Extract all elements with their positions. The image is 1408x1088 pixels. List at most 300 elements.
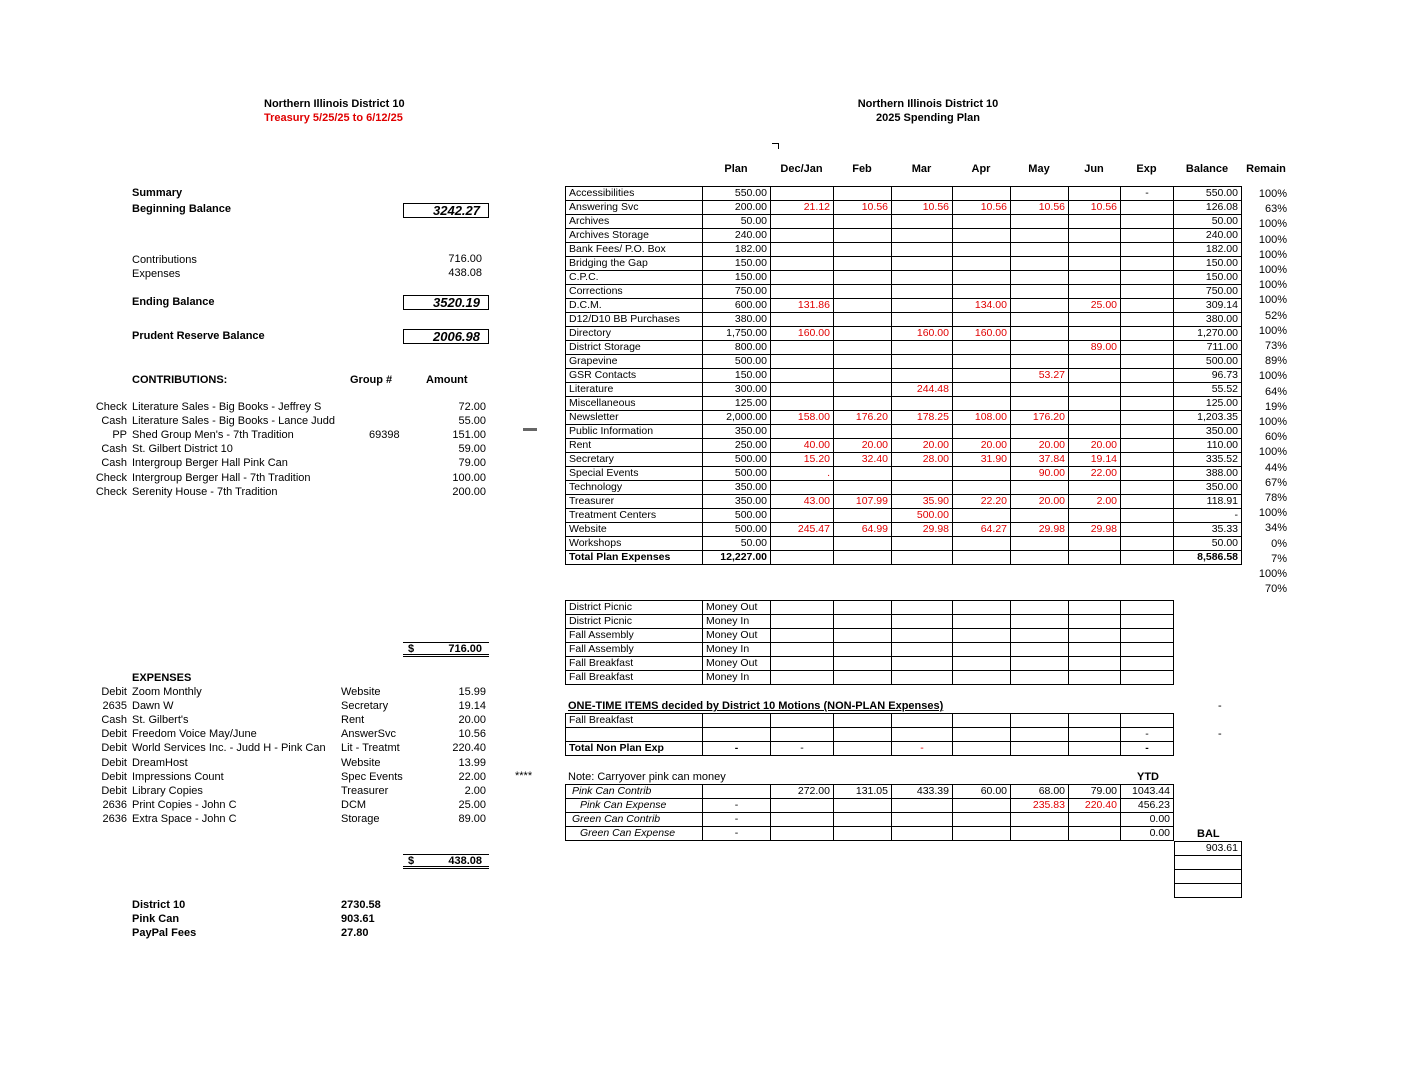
- plan-line-item: Rent: [566, 439, 703, 453]
- plan-month-value: 31.90: [953, 453, 1011, 467]
- contribution-amount: 59.00: [458, 443, 486, 456]
- plan-exp: [1121, 285, 1174, 299]
- plan-balance: 1,270.00: [1174, 327, 1242, 341]
- plan-balance: 350.00: [1174, 481, 1242, 495]
- plan-amount: 350.00: [703, 495, 771, 509]
- plan-month-value: [771, 355, 834, 369]
- plan-month-value: 29.98: [1011, 523, 1069, 537]
- can-line-name: Green Can Contrib: [566, 813, 703, 827]
- event-name: District Picnic: [566, 601, 703, 615]
- expense-amount: 13.99: [458, 756, 486, 769]
- expense-desc: Extra Space - John C: [132, 812, 237, 825]
- plan-balance: 1,203.35: [1174, 411, 1242, 425]
- expense-category: Secretary: [341, 700, 389, 713]
- can-month-value: 60.00: [953, 785, 1011, 799]
- plan-month-value: [1069, 509, 1121, 523]
- corner-mark: [772, 143, 779, 149]
- event-row: [566, 643, 1174, 657]
- plan-month-value: 20.00: [953, 439, 1011, 453]
- plan-balance: 380.00: [1174, 313, 1242, 327]
- plan-month-value: 32.40: [834, 453, 892, 467]
- plan-amount: 150.00: [703, 369, 771, 383]
- plan-line-item: Bridging the Gap: [566, 257, 703, 271]
- plan-line-item: Directory: [566, 327, 703, 341]
- plan-month-value: [1011, 257, 1069, 271]
- plan-month-value: 10.56: [1069, 201, 1121, 215]
- plan-month-value: [834, 299, 892, 313]
- plan-month-value: 178.25: [892, 411, 953, 425]
- plan-month-value: 245.47: [771, 523, 834, 537]
- event-blank: [1121, 671, 1174, 685]
- plan-header: Balance: [1185, 163, 1229, 175]
- plan-month-value: [834, 243, 892, 257]
- plan-remain-pct: 60%: [1264, 431, 1287, 444]
- contribution-desc: Literature Sales - Big Books - Jeffrey S: [132, 401, 322, 413]
- plan-row: [566, 523, 1242, 537]
- event-blank: [771, 601, 834, 615]
- nonplan-mar: -: [892, 742, 953, 756]
- plan-balance: -: [1174, 509, 1242, 523]
- plan-exp: [1121, 509, 1174, 523]
- plan-month-value: [892, 243, 953, 257]
- contribution-amount: 55.00: [458, 415, 486, 428]
- plan-total-row: [566, 551, 1242, 565]
- ending-balance-label: Ending Balance: [132, 296, 215, 308]
- plan-month-value: [892, 257, 953, 271]
- plan-total-blank: [1069, 551, 1121, 565]
- expense-category: Website: [341, 756, 381, 769]
- plan-month-value: 10.56: [1011, 201, 1069, 215]
- event-blank: [1069, 657, 1121, 671]
- event-blank: [953, 629, 1011, 643]
- plan-line-item: Miscellaneous: [566, 397, 703, 411]
- can-month-value: [953, 827, 1011, 841]
- plan-month-value: [953, 537, 1011, 551]
- plan-month-value: [834, 537, 892, 551]
- plan-balance: 50.00: [1174, 215, 1242, 229]
- expense-desc: Impressions Count: [132, 770, 224, 783]
- prudent-reserve-label: Prudent Reserve Balance: [132, 330, 265, 342]
- plan-line-item: Newsletter: [566, 411, 703, 425]
- plan-month-value: 43.00: [771, 495, 834, 509]
- plan-month-value: [1011, 537, 1069, 551]
- plan-month-value: [771, 215, 834, 229]
- plan-balance: 500.00: [1174, 355, 1242, 369]
- event-blank: [892, 643, 953, 657]
- event-direction: Money Out: [703, 629, 771, 643]
- event-blank: [834, 671, 892, 685]
- plan-month-value: .: [771, 467, 834, 481]
- plan-month-value: 29.98: [1069, 523, 1121, 537]
- can-line-name: Pink Can Contrib: [566, 785, 703, 799]
- plan-month-value: 244.48: [892, 383, 953, 397]
- event-blank: [1069, 671, 1121, 685]
- can-ytd: 0.00: [1121, 827, 1174, 841]
- can-month-value: [834, 813, 892, 827]
- plan-amount: 150.00: [703, 257, 771, 271]
- plan-month-value: 28.00: [892, 453, 953, 467]
- plan-row: [566, 215, 1242, 229]
- plan-amount: 500.00: [703, 453, 771, 467]
- expense-category: Spec Events: [341, 770, 403, 783]
- event-direction: Money In: [703, 671, 771, 685]
- plan-month-value: [1011, 187, 1069, 201]
- event-blank: [834, 629, 892, 643]
- can-month-value: [1011, 813, 1069, 827]
- can-month-value: [771, 799, 834, 813]
- nonplan-decjan: -: [771, 742, 834, 756]
- can-plan: -: [703, 827, 771, 841]
- plan-month-value: [892, 215, 953, 229]
- plan-amount: 182.00: [703, 243, 771, 257]
- plan-row: [566, 229, 1242, 243]
- plan-month-value: 10.56: [953, 201, 1011, 215]
- plan-line-item: Archives Storage: [566, 229, 703, 243]
- contributions-total-value: 716.00: [448, 643, 482, 655]
- plan-amount: 350.00: [703, 481, 771, 495]
- event-blank: [771, 615, 834, 629]
- expense-asterisks: ****: [515, 770, 533, 782]
- plan-remain-pct: 73%: [1264, 340, 1287, 352]
- plan-month-value: [834, 425, 892, 439]
- event-blank: [771, 657, 834, 671]
- expense-amount: 22.00: [458, 770, 486, 783]
- plan-month-value: [834, 257, 892, 271]
- expense-amount: 25.00: [458, 798, 486, 811]
- plan-month-value: 29.98: [892, 523, 953, 537]
- plan-remain-pct: 100%: [1258, 233, 1287, 246]
- plan-month-value: [1011, 341, 1069, 355]
- plan-exp: [1121, 439, 1174, 453]
- plan-month-value: [1069, 411, 1121, 425]
- expense-desc: St. Gilbert's: [132, 714, 189, 727]
- plan-exp: [1121, 243, 1174, 257]
- event-blank: [1121, 601, 1174, 615]
- plan-line-item: Special Events: [566, 467, 703, 481]
- plan-row: [566, 439, 1242, 453]
- plan-exp: [1121, 313, 1174, 327]
- plan-month-value: [892, 481, 953, 495]
- onetime-name: [566, 728, 703, 742]
- plan-month-value: [834, 271, 892, 285]
- event-blank: [834, 615, 892, 629]
- plan-balance: 110.00: [1174, 439, 1242, 453]
- plan-row: [566, 243, 1242, 257]
- plan-exp: [1121, 369, 1174, 383]
- plan-balance: 550.00: [1174, 187, 1242, 201]
- plan-month-value: [953, 383, 1011, 397]
- plan-month-value: [953, 215, 1011, 229]
- plan-month-value: [953, 341, 1011, 355]
- plan-month-value: 134.00: [953, 299, 1011, 313]
- plan-exp: [1121, 411, 1174, 425]
- event-row: [566, 615, 1174, 629]
- plan-remain-pct: 7%: [1271, 552, 1287, 565]
- plan-header: Apr: [971, 163, 991, 175]
- plan-month-value: [834, 285, 892, 299]
- plan-line-item: Public Information: [566, 425, 703, 439]
- expense-category: DCM: [341, 798, 367, 811]
- plan-month-value: 20.00: [1011, 439, 1069, 453]
- contribution-desc: Intergroup Berger Hall - 7th Tradition: [132, 471, 311, 484]
- plan-balance: 150.00: [1174, 271, 1242, 285]
- expense-desc: Print Copies - John C: [132, 798, 237, 811]
- plan-month-value: [953, 467, 1011, 481]
- plan-exp: [1121, 327, 1174, 341]
- plan-header: Dec/Jan: [780, 163, 823, 175]
- beginning-balance-value: 3242.27: [403, 203, 489, 218]
- can-money-row: [566, 827, 1174, 841]
- plan-month-value: 160.00: [953, 327, 1011, 341]
- expense-amount: 220.40: [452, 742, 486, 755]
- plan-row: [566, 355, 1242, 369]
- can-month-value: [834, 799, 892, 813]
- expense-desc: World Services Inc. - Judd H - Pink Can: [132, 742, 326, 755]
- onetime-side-dash: -: [1218, 728, 1222, 740]
- plan-month-value: [892, 299, 953, 313]
- plan-total-blank: [1011, 551, 1069, 565]
- expense-category: Treasurer: [341, 784, 389, 797]
- event-direction: Money In: [703, 615, 771, 629]
- plan-line-item: Secretary: [566, 453, 703, 467]
- plan-remain-pct: 100%: [1258, 568, 1287, 580]
- can-line-name: Pink Can Expense: [566, 799, 703, 813]
- plan-row: [566, 299, 1242, 313]
- plan-remain-pct: 0%: [1271, 537, 1287, 550]
- plan-month-value: [953, 187, 1011, 201]
- plan-amount: 550.00: [703, 187, 771, 201]
- plan-month-value: [892, 187, 953, 201]
- event-blank: [1011, 615, 1069, 629]
- plan-month-value: [771, 257, 834, 271]
- event-name: Fall Breakfast: [566, 671, 703, 685]
- can-month-value: [953, 813, 1011, 827]
- onetime-title: ONE-TIME ITEMS decided by District 10 Motions (NON-PLAN Expenses): [568, 700, 944, 712]
- plan-balance: 750.00: [1174, 285, 1242, 299]
- can-month-value: [953, 799, 1011, 813]
- plan-remain-pct: 67%: [1264, 476, 1287, 489]
- plan-month-value: 20.00: [834, 439, 892, 453]
- event-name: Fall Assembly: [566, 629, 703, 643]
- can-money-row: [566, 813, 1174, 827]
- plan-month-value: [771, 481, 834, 495]
- expenses-header: EXPENSES: [132, 672, 192, 684]
- expense-amount: 89.00: [458, 812, 486, 825]
- nonplan-total-row: [566, 742, 1174, 756]
- plan-month-value: [1011, 327, 1069, 341]
- onetime-table: [565, 713, 1174, 756]
- onetime-name: Fall Breakfast: [566, 714, 703, 728]
- can-month-value: 235.83: [1011, 799, 1069, 813]
- can-month-value: [771, 813, 834, 827]
- plan-month-value: [892, 355, 953, 369]
- expenses-total-currency: $: [408, 855, 415, 867]
- treasury-period: Treasury 5/25/25 to 6/12/25: [264, 112, 403, 124]
- plan-month-value: [771, 229, 834, 243]
- plan-month-value: [892, 285, 953, 299]
- plan-month-value: [771, 509, 834, 523]
- expense-type: Cash: [101, 714, 127, 727]
- event-row: [566, 671, 1174, 685]
- event-direction: Money Out: [703, 657, 771, 671]
- bal-value: 903.61: [1175, 842, 1242, 856]
- plan-month-value: 108.00: [953, 411, 1011, 425]
- expense-desc: Dawn W: [132, 700, 174, 713]
- plan-row: [566, 537, 1242, 551]
- plan-month-value: [771, 341, 834, 355]
- plan-exp: [1121, 215, 1174, 229]
- plan-month-value: [892, 467, 953, 481]
- plan-header: Mar: [911, 163, 932, 175]
- plan-month-value: [1011, 229, 1069, 243]
- plan-month-value: 35.90: [892, 495, 953, 509]
- plan-month-value: [834, 229, 892, 243]
- event-blank: [1121, 643, 1174, 657]
- contribution-desc: Intergroup Berger Hall Pink Can: [132, 457, 288, 470]
- plan-remain-pct: 89%: [1264, 355, 1287, 368]
- plan-month-value: [1069, 187, 1121, 201]
- plan-month-value: 176.20: [834, 411, 892, 425]
- expense-desc: Freedom Voice May/June: [132, 728, 257, 741]
- event-name: Fall Breakfast: [566, 657, 703, 671]
- summary-label: Summary: [132, 187, 183, 199]
- plan-line-item: Technology: [566, 481, 703, 495]
- footer-label: District 10: [132, 899, 186, 911]
- event-row: [566, 629, 1174, 643]
- plan-month-value: [771, 285, 834, 299]
- beginning-balance-label: Beginning Balance: [132, 203, 232, 215]
- contribution-type: Check: [95, 401, 127, 413]
- expense-type: 2636: [102, 812, 127, 825]
- expense-type: Debit: [101, 784, 127, 797]
- expense-amount: 2.00: [464, 784, 486, 797]
- plan-line-item: Grapevine: [566, 355, 703, 369]
- ytd-label: YTD: [1137, 771, 1159, 783]
- plan-month-value: [771, 187, 834, 201]
- contributions-summary-value: 716.00: [448, 253, 482, 265]
- plan-row: [566, 481, 1242, 495]
- plan-month-value: [1069, 313, 1121, 327]
- plan-line-item: Accessibilities: [566, 187, 703, 201]
- can-month-value: [1069, 813, 1121, 827]
- plan-remain-pct: 100%: [1258, 507, 1287, 520]
- can-ytd: 0.00: [1121, 813, 1174, 827]
- footer-value: 27.80: [341, 927, 369, 939]
- event-blank: [834, 657, 892, 671]
- plan-month-value: [892, 271, 953, 285]
- event-blank: [953, 671, 1011, 685]
- plan-amount: 50.00: [703, 215, 771, 229]
- plan-row: [566, 327, 1242, 341]
- plan-total-blank: [953, 551, 1011, 565]
- plan-month-value: [834, 327, 892, 341]
- plan-month-value: [892, 369, 953, 383]
- plan-month-value: [771, 271, 834, 285]
- plan-month-value: [953, 257, 1011, 271]
- plan-month-value: [953, 397, 1011, 411]
- can-month-value: 220.40: [1069, 799, 1121, 813]
- plan-month-value: [1069, 229, 1121, 243]
- plan-remain-pct: 100%: [1258, 446, 1287, 459]
- event-row: [566, 657, 1174, 671]
- contributions-summary-label: Contributions: [132, 254, 197, 266]
- event-blank: [1121, 629, 1174, 643]
- nonplan-exp: -: [1121, 742, 1174, 756]
- plan-exp: -: [1121, 187, 1174, 201]
- event-blank: [953, 601, 1011, 615]
- event-blank: [771, 643, 834, 657]
- plan-amount: 125.00: [703, 397, 771, 411]
- event-blank: [892, 657, 953, 671]
- plan-remain-pct: 52%: [1264, 309, 1287, 322]
- plan-remain-pct: 100%: [1258, 218, 1287, 231]
- plan-month-value: [1069, 537, 1121, 551]
- onetime-row: [566, 714, 1174, 728]
- plan-row: [566, 313, 1242, 327]
- events-table: [565, 600, 1174, 685]
- can-plan: [703, 785, 771, 799]
- plan-month-value: 53.27: [1011, 369, 1069, 383]
- plan-remain-pct: 100%: [1258, 248, 1287, 261]
- plan-balance: 711.00: [1174, 341, 1242, 355]
- plan-exp: [1121, 229, 1174, 243]
- plan-total-label: Total Plan Expenses: [566, 551, 703, 565]
- footer-label: PayPal Fees: [132, 927, 197, 939]
- plan-month-value: [953, 285, 1011, 299]
- plan-month-value: 25.00: [1069, 299, 1121, 313]
- contribution-amount: 200.00: [452, 485, 486, 498]
- plan-month-value: 21.12: [771, 201, 834, 215]
- plan-month-value: 160.00: [771, 327, 834, 341]
- plan-row: [566, 271, 1242, 285]
- plan-exp: [1121, 201, 1174, 215]
- onetime-dash: -: [1218, 700, 1222, 712]
- expense-category: AnswerSvc: [341, 728, 397, 741]
- can-month-value: 272.00: [771, 785, 834, 799]
- contribution-type: Cash: [101, 415, 127, 428]
- plan-row: [566, 285, 1242, 299]
- plan-remain-pct: 100%: [1258, 324, 1287, 337]
- expense-amount: 15.99: [458, 686, 486, 698]
- can-month-value: [892, 813, 953, 827]
- plan-month-value: [1011, 383, 1069, 397]
- event-direction: Money In: [703, 643, 771, 657]
- expense-desc: DreamHost: [132, 756, 188, 769]
- plan-exp: [1121, 341, 1174, 355]
- plan-month-value: [771, 425, 834, 439]
- plan-row: [566, 495, 1242, 509]
- contribution-type: Cash: [101, 457, 127, 470]
- footer-value: 2730.58: [341, 899, 381, 911]
- plan-exp: [1121, 271, 1174, 285]
- contribution-desc: Literature Sales - Big Books - Lance Judd: [132, 415, 336, 428]
- plan-amount: 300.00: [703, 383, 771, 397]
- bal-table: [1174, 841, 1242, 898]
- plan-amount: 500.00: [703, 523, 771, 537]
- bal-label: BAL: [1197, 828, 1220, 840]
- plan-total-blank: [892, 551, 953, 565]
- plan-month-value: [953, 243, 1011, 257]
- plan-month-value: [1011, 215, 1069, 229]
- plan-month-value: [1069, 285, 1121, 299]
- plan-amount: 500.00: [703, 355, 771, 369]
- plan-month-value: [953, 509, 1011, 523]
- event-blank: [1011, 643, 1069, 657]
- plan-month-value: [953, 355, 1011, 369]
- plan-month-value: 176.20: [1011, 411, 1069, 425]
- plan-month-value: [1011, 313, 1069, 327]
- expense-desc: Zoom Monthly: [132, 686, 202, 698]
